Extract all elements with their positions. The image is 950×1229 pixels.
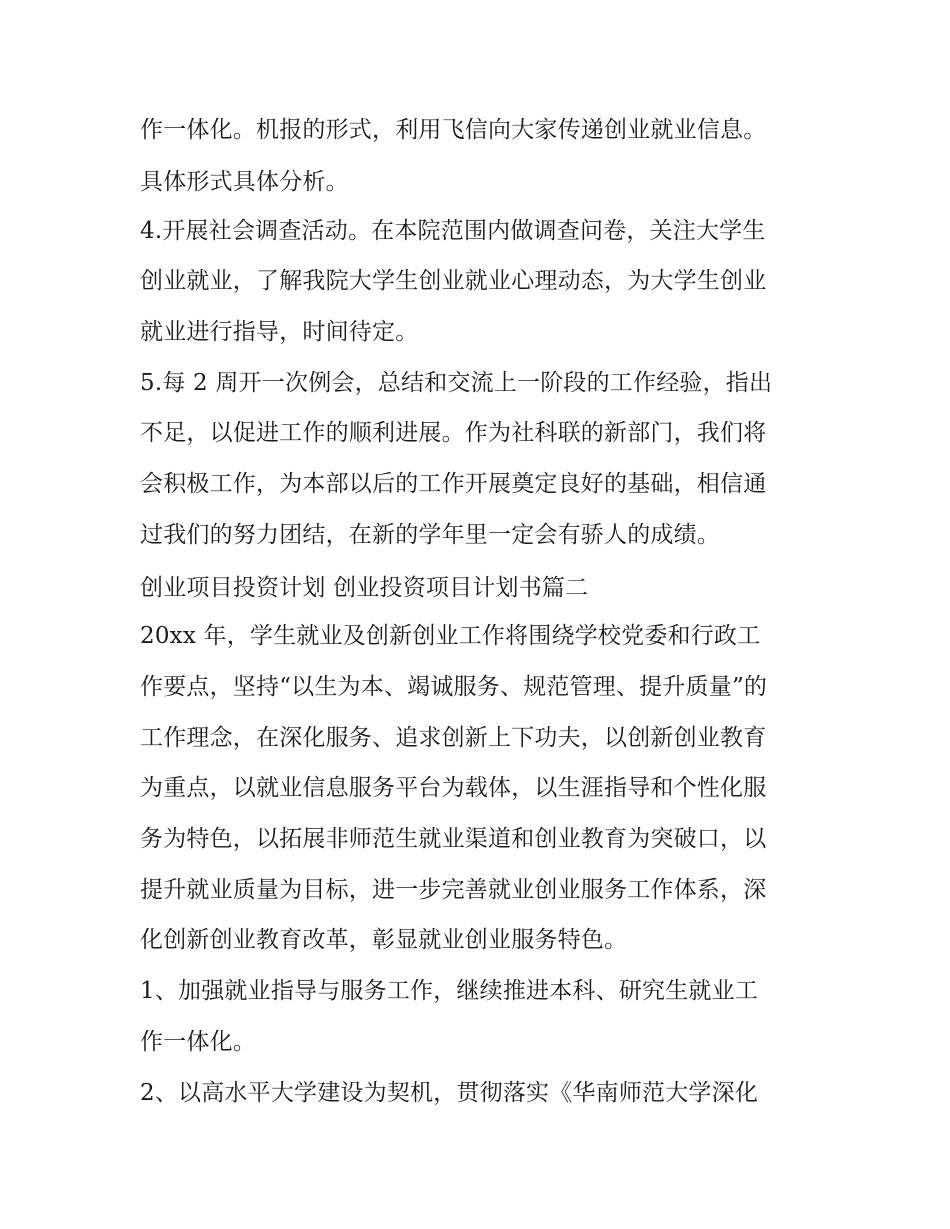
text-line: 具体形式具体分析。 — [140, 169, 349, 195]
text-line: 工作理念，在深化服务、追求创新上下功夫，以创新创业教育 — [140, 725, 767, 751]
text-line: 会积极工作，为本部以后的工作开展奠定良好的基础，相信通 — [140, 471, 767, 497]
section-heading: 创业项目投资计划 创业投资项目计划书篇二 — [140, 575, 589, 601]
text-line: 作要点，坚持“以生为本、竭诚服务、规范管理、提升质量”的 — [140, 674, 768, 700]
text-line: 作一体化。机报的形式，利用飞信向大家传递创业就业信息。 — [140, 117, 767, 143]
text-line: 为重点，以就业信息服务平台为载体，以生涯指导和个性化服 — [140, 775, 767, 801]
text-line: 20xx 年，学生就业及创新创业工作将围绕学校党委和行政工 — [140, 623, 761, 649]
text-line: 务为特色，以拓展非师范生就业渠道和创业教育为突破口，以 — [140, 826, 767, 852]
text-line: 4.开展社会调查活动。在本院范围内做调查问卷，关注大学生 — [140, 218, 766, 244]
text-line: 不足，以促进工作的顺利进展。作为社科联的新部门，我们将 — [140, 420, 767, 446]
text-line: 提升就业质量为目标，进一步完善就业创业服务工作体系，深 — [140, 877, 767, 903]
text-line: 作一体化。 — [140, 1029, 256, 1055]
text-line: 创业就业，了解我院大学生创业就业心理动态，为大学生创业 — [140, 268, 767, 294]
text-line: 就业进行指导，时间待定。 — [140, 319, 419, 345]
text-line: 化创新创业教育改革，彰显就业创业服务特色。 — [140, 927, 628, 953]
text-line: 5.每 2 周开一次例会，总结和交流上一阶段的工作经验，指出 — [140, 370, 773, 396]
text-line: 1、加强就业指导与服务工作，继续推进本科、研究生就业工 — [140, 978, 759, 1004]
text-line: 过我们的努力团结，在新的学年里一定会有骄人的成绩。 — [140, 522, 720, 548]
text-line: 2、以高水平大学建设为契机，贯彻落实《华南师范大学深化 — [140, 1080, 759, 1106]
